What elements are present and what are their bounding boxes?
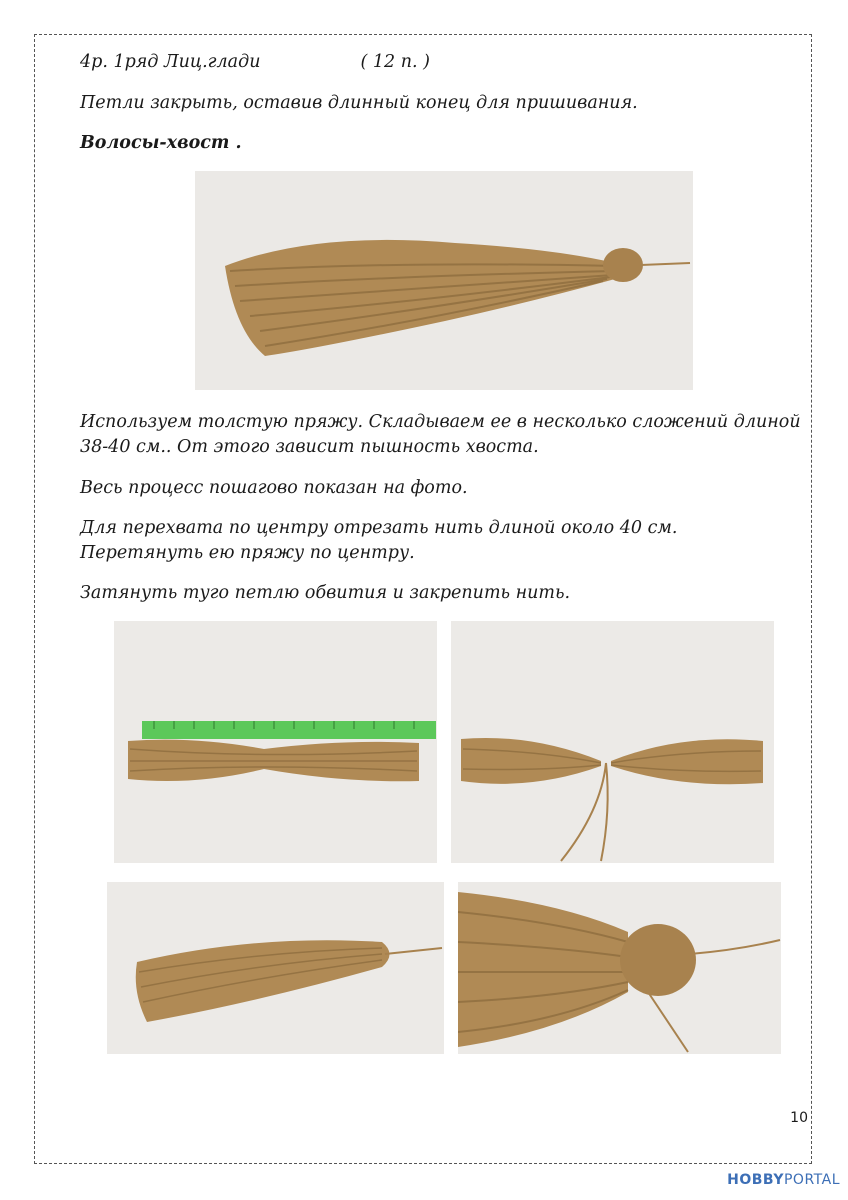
row-instruction-text: 4р. 1ряд Лиц.глади [80,52,261,72]
yarn-instruction-line-2: 38-40 см.. От этого зависит пышность хвоста. [80,437,539,457]
tighten-instruction: Затянуть туго петлю обвития и закрепить нить. [80,583,571,603]
wrap-closeup-photo [458,882,781,1054]
finished-tail-photo [195,171,693,390]
tie-instruction-line-2: Перетянуть ею пряжу по центру. [80,543,415,563]
folded-tail-photo [107,882,444,1054]
hobbyportal-logo [727,1172,840,1188]
tied-center-photo [451,621,774,863]
section-title: Волосы-хвост . [80,133,242,153]
tie-instruction-line-1: Для перехвата по центру отрезать нить длиной около 40 см. [80,518,678,538]
row-stitch-count: ( 12 п. ) [360,52,430,72]
row-instruction [80,50,430,75]
yarn-instruction-line-1: Используем толстую пряжу. Складываем ее в несколько сложений длиной [80,412,801,432]
process-note: Весь процесс пошагово показан на фото. [80,478,468,498]
page-number: 10 [790,1110,808,1126]
brand-portal: PORTAL [783,1172,840,1188]
brand-hobby: HOBBY [727,1172,784,1188]
close-loops-instruction: Петли закрыть, оставив длинный конец для пришивания. [80,93,638,113]
measuring-tape-photo [114,621,437,863]
